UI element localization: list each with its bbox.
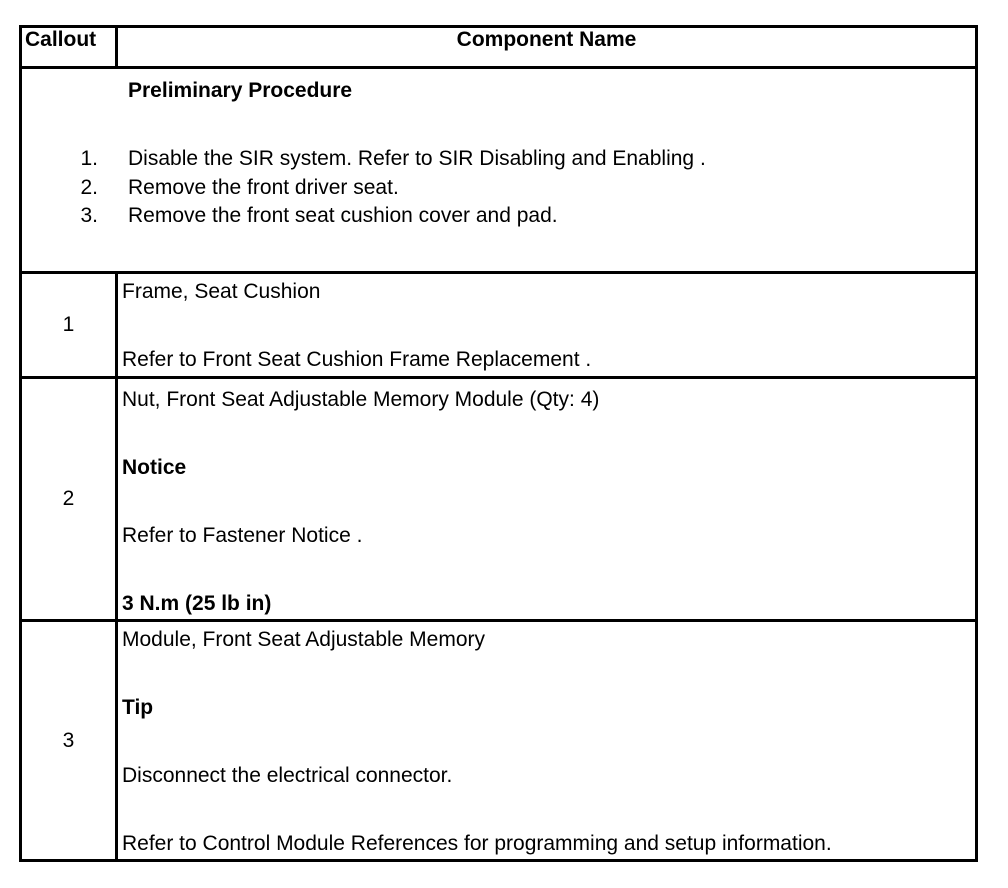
step-text: Disable the SIR system. Refer to SIR Disabling and Enabling . — [128, 147, 706, 170]
procedure-table-container — [19, 25, 975, 862]
step-text: Remove the front seat cushion cover and pad. — [128, 204, 558, 227]
notice-heading: Notice — [122, 456, 187, 479]
procedure-table — [19, 25, 978, 862]
callout-number: 1 — [21, 273, 117, 378]
component-name-column-header: Component Name — [117, 27, 977, 68]
tip-heading: Tip — [122, 696, 154, 719]
list-item — [22, 202, 975, 231]
callout-number: 3 — [21, 621, 117, 861]
component-name: Frame, Seat Cushion — [122, 280, 321, 303]
component-name: Nut, Front Seat Adjustable Memory Module (Qty: 4) — [122, 388, 600, 411]
preliminary-procedure-row — [21, 68, 977, 273]
preliminary-procedure-cell — [21, 68, 977, 273]
preliminary-procedure-title: Preliminary Procedure — [128, 79, 353, 102]
component-name: Module, Front Seat Adjustable Memory — [122, 628, 486, 651]
component-cell — [117, 378, 977, 621]
list-item — [22, 174, 975, 203]
torque-spec: 3 N.m (25 lb in) — [122, 592, 272, 615]
component-cell — [117, 273, 977, 378]
list-item — [22, 145, 975, 174]
callout-number: 2 — [21, 378, 117, 621]
table-row — [21, 378, 977, 621]
step-text: Remove the front driver seat. — [128, 175, 399, 199]
table-header-row — [21, 27, 977, 68]
reference-text: Refer to Fastener Notice . — [122, 524, 363, 547]
table-row — [21, 621, 977, 861]
step-number: 2. — [80, 175, 98, 199]
component-cell — [117, 621, 977, 861]
instruction-text: Disconnect the electrical connector. — [122, 764, 453, 787]
callout-column-header: Callout — [21, 27, 117, 68]
step-number: 1. — [80, 147, 98, 170]
reference-text: Refer to Front Seat Cushion Frame Replacement . — [122, 348, 592, 371]
table-row — [21, 273, 977, 378]
preliminary-steps-list — [22, 145, 975, 231]
reference-text: Refer to Control Module References for programming and setup information. — [122, 832, 832, 855]
step-number: 3. — [80, 204, 98, 227]
